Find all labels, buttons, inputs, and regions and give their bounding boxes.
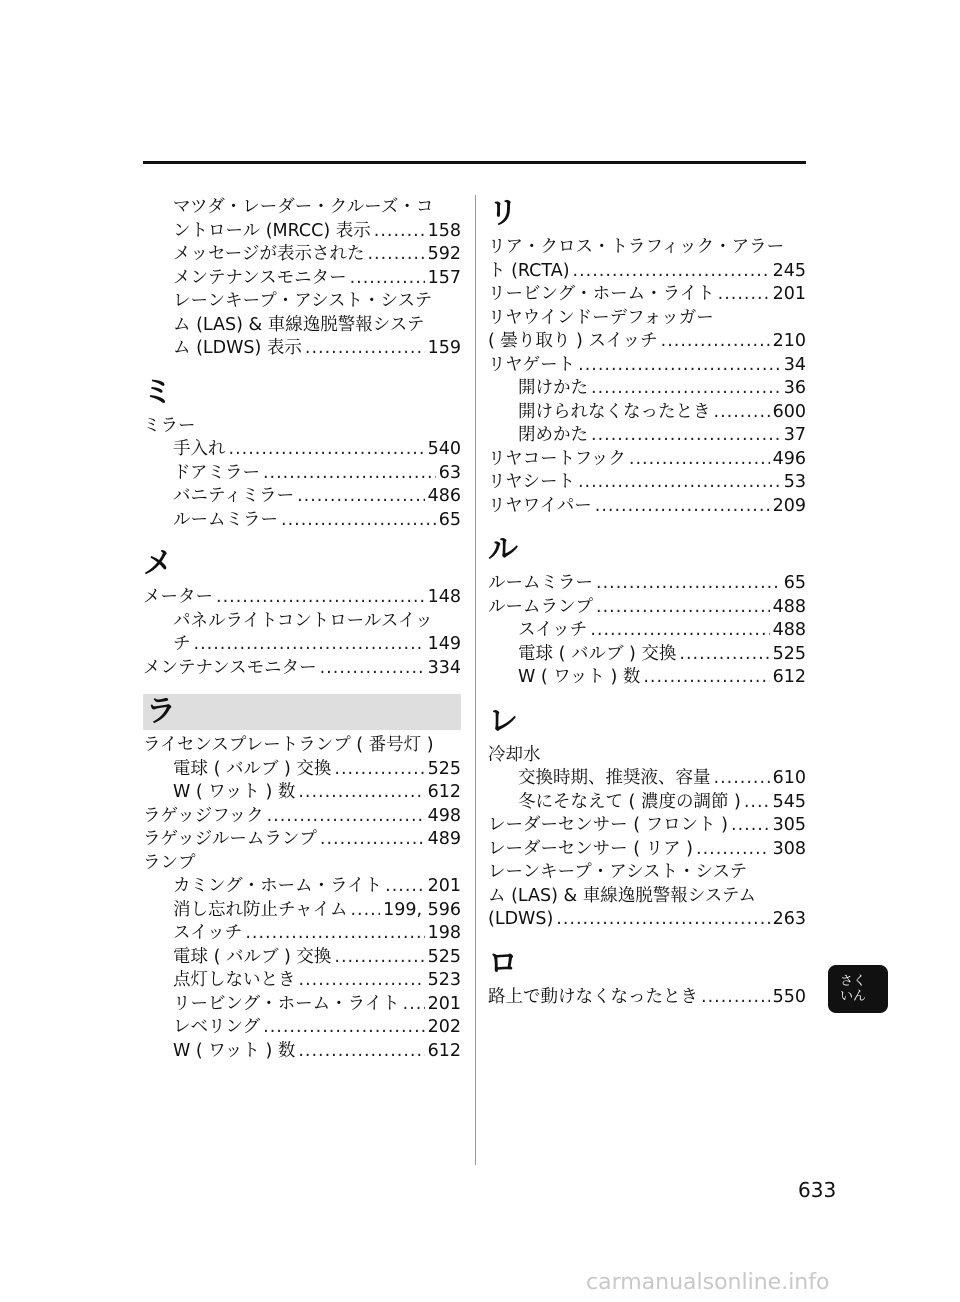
index-entry [143,438,461,462]
entry-page: 489 [427,829,461,849]
entry-page: 65 [783,573,806,593]
entry-label: レーンキープ・アシスト・システ [173,291,433,311]
entry-page: 202 [427,1017,461,1037]
left-column [143,196,461,1063]
index-entry [143,875,461,899]
entry-page: 610 [772,768,806,788]
entry-page: 201 [772,284,806,304]
entry-page: 209 [772,495,806,516]
index-entry [488,861,806,885]
entry-label: 交換時期、推奨液、容量 [518,768,711,788]
index-tab-line2: いん [840,989,867,1004]
index-entry [143,610,461,634]
index-entry [143,852,461,876]
entry-label: ルームランプ [488,596,593,617]
entry-page: 305 [772,815,806,835]
index-entry [488,744,806,768]
index-entry [143,633,461,657]
entry-page: 523 [427,970,461,990]
index-entry [488,596,806,620]
entry-label: チ [173,634,191,654]
entry-label: リヤウインドーデフォッガー [488,307,714,328]
entry-page: 498 [427,805,461,826]
entry-page: 545 [772,791,806,812]
index-entry [143,1016,461,1040]
entry-label: ラゲッジルームランプ [143,829,317,849]
section-heading-ro: ロ [488,945,518,981]
index-entry [488,791,806,815]
entry-page: 612 [772,667,806,687]
entry-page: 600 [772,401,806,422]
entry-label: リヤゲート [488,354,576,375]
entry-label: スイッチ [518,620,588,640]
entry-label: リヤコートフック [488,448,626,469]
entry-page: 308 [772,838,806,859]
index-entry [143,922,461,946]
watermark: carmanualsonline.info [586,1270,830,1295]
entry-label: W ( ワット ) 数 [173,1040,296,1061]
entry-label: ライセンスプレートランプ ( 番号灯 ) [143,735,434,755]
entry-label: ミラー [143,415,196,436]
index-entry [143,267,461,291]
column-divider [475,195,476,1165]
entry-label: マツダ・レーダー・クルーズ・コ [173,197,434,217]
entry-page: 210 [772,331,806,351]
entry-page: 37 [783,425,806,445]
index-entry [143,314,461,338]
entry-label: メーター [143,587,213,607]
entry-page: 148 [427,587,461,607]
entry-label: 点灯しないとき [173,970,296,990]
index-entry [488,572,806,596]
top-rule [143,161,806,164]
index-entry [143,993,461,1017]
entry-label: リービング・ホーム・ライト [488,284,715,304]
entry-label: ドアミラー [173,462,260,483]
entry-page: 612 [427,782,461,802]
index-entry [143,586,461,610]
entry-page: 334 [427,657,461,678]
entry-page: 540 [427,439,461,459]
index-tab-line1: さく [840,974,867,989]
index-entry [488,471,806,495]
entry-label: ム (LAS) & 車線逸脱警報システ [173,314,425,335]
entry-page: 592 [427,244,461,264]
entry-label: バニティミラー [173,486,295,506]
entry-page: 36 [783,378,806,398]
entry-label: 冬にそなえて ( 濃度の調節 ) [518,791,741,812]
entry-label: 消し忘れ防止チャイム [173,899,348,920]
entry-page: 34 [783,354,806,375]
index-entry [488,377,806,401]
index-entry [143,196,461,220]
entry-page: 65 [438,509,461,530]
entry-page: 149 [427,634,461,654]
entry-label: ト (RCTA) [488,260,570,281]
index-entry [143,415,461,439]
index-entry [488,814,806,838]
entry-label: メンテナンスモニター [173,267,347,288]
entry-label: ルームミラー [173,509,278,530]
entry-page: 612 [427,1040,461,1061]
entry-label: W ( ワット ) 数 [518,667,641,687]
entry-page: 159 [427,338,461,358]
section-heading-mi: ミ [143,374,173,410]
index-entry [488,838,806,862]
section-heading-ri: リ [488,196,518,231]
section-heading-ra: ラ [143,694,461,730]
entry-label: 開けられなくなったとき [518,401,711,422]
index-entry [488,767,806,791]
entry-label: リヤワイパー [488,495,592,516]
entry-page: 63 [438,462,461,483]
entry-label: レーンキープ・アシスト・システ [488,862,748,882]
right-column [488,196,806,1009]
page-number: 633 [798,1178,837,1202]
entry-page: 488 [772,620,806,640]
entry-label: ( 曇り取り ) スイッチ [488,331,658,351]
entry-label: レーダーセンサー ( リア ) [488,838,693,859]
index-entry [488,885,806,909]
entry-label: メッセージが表示された [173,244,365,264]
index-entry [143,243,461,267]
entry-page: 525 [772,643,806,664]
entry-label: カミング・ホーム・ライト [173,876,383,896]
index-entry [488,236,806,260]
entry-label: 冷却水 [488,744,541,765]
entry-page: 525 [427,946,461,967]
entry-label: メンテナンスモニター [143,657,317,678]
index-entry [143,220,461,244]
entry-page: 198 [427,923,461,943]
index-tab[interactable] [828,965,888,1013]
entry-label: レーダーセンサー ( フロント ) [488,815,728,835]
index-entry [143,805,461,829]
entry-label: ム (LAS) & 車線逸脱警報システム [488,885,756,906]
entry-page: 525 [427,758,461,779]
entry-label: 開けかた [518,378,588,398]
index-entry [488,424,806,448]
index-entry [143,969,461,993]
entry-label: リービング・ホーム・ライト [173,993,400,1014]
index-entry [488,908,806,932]
index-entry [488,448,806,472]
entry-page: 157 [427,267,461,288]
index-entry [488,354,806,378]
index-entry [143,657,461,681]
index-entry [143,734,461,758]
entry-label: ランプ [143,852,196,873]
entry-label: 路上で動けなくなったとき [488,986,698,1007]
index-entry [143,781,461,805]
entry-label: ルームミラー [488,573,593,593]
index-entry [143,462,461,486]
entry-label: パネルライトコントロールスイッ [173,610,433,631]
entry-label: 電球 ( バルブ ) 交換 [518,643,677,664]
entry-label: スイッチ [173,923,243,943]
index-entry [488,330,806,354]
entry-page: 550 [772,986,806,1007]
section-heading-ru: ル [488,532,518,567]
entry-label: 電球 ( バルブ ) 交換 [173,758,332,779]
index-entry [488,495,806,519]
index-entry [488,401,806,425]
entry-label: ム (LDWS) 表示 [173,338,302,358]
entry-label: W ( ワット ) 数 [173,782,296,802]
index-entry [143,485,461,509]
index-entry [143,509,461,533]
entry-page: 486 [427,486,461,506]
entry-page: 201 [427,876,461,896]
index-entry [488,986,806,1010]
index-entry [488,666,806,690]
entry-label: リア・クロス・トラフィック・アラー [488,237,785,257]
index-entry [488,619,806,643]
section-heading-me: メ [143,546,173,581]
index-entry [143,899,461,923]
entry-label: ラゲッジフック [143,805,264,826]
index-entry [488,643,806,667]
index-entry [143,758,461,782]
entry-label: 閉めかた [518,425,588,445]
index-entry [143,290,461,314]
entry-label: (LDWS) [488,909,554,929]
entry-page: 53 [783,472,806,492]
section-heading-re: レ [488,703,518,739]
entry-label: 手入れ [173,439,226,459]
index-entry [143,946,461,970]
index-entry [488,260,806,284]
entry-label: リヤシート [488,472,575,492]
index-entry [143,1040,461,1064]
entry-label: ントロール (MRCC) 表示 [173,220,371,241]
entry-label: 電球 ( バルブ ) 交換 [173,946,332,967]
entry-page: 201 [427,993,461,1014]
entry-page: 245 [772,260,806,281]
entry-label: レベリング [173,1017,261,1037]
entry-page: 488 [772,596,806,617]
entry-page: 263 [772,909,806,929]
index-entry [488,283,806,307]
entry-page: 199, 596 [383,899,461,920]
entry-page: 158 [427,220,461,241]
entry-page: 496 [772,448,806,469]
index-entry [143,337,461,361]
index-entry [488,307,806,331]
index-entry [143,828,461,852]
